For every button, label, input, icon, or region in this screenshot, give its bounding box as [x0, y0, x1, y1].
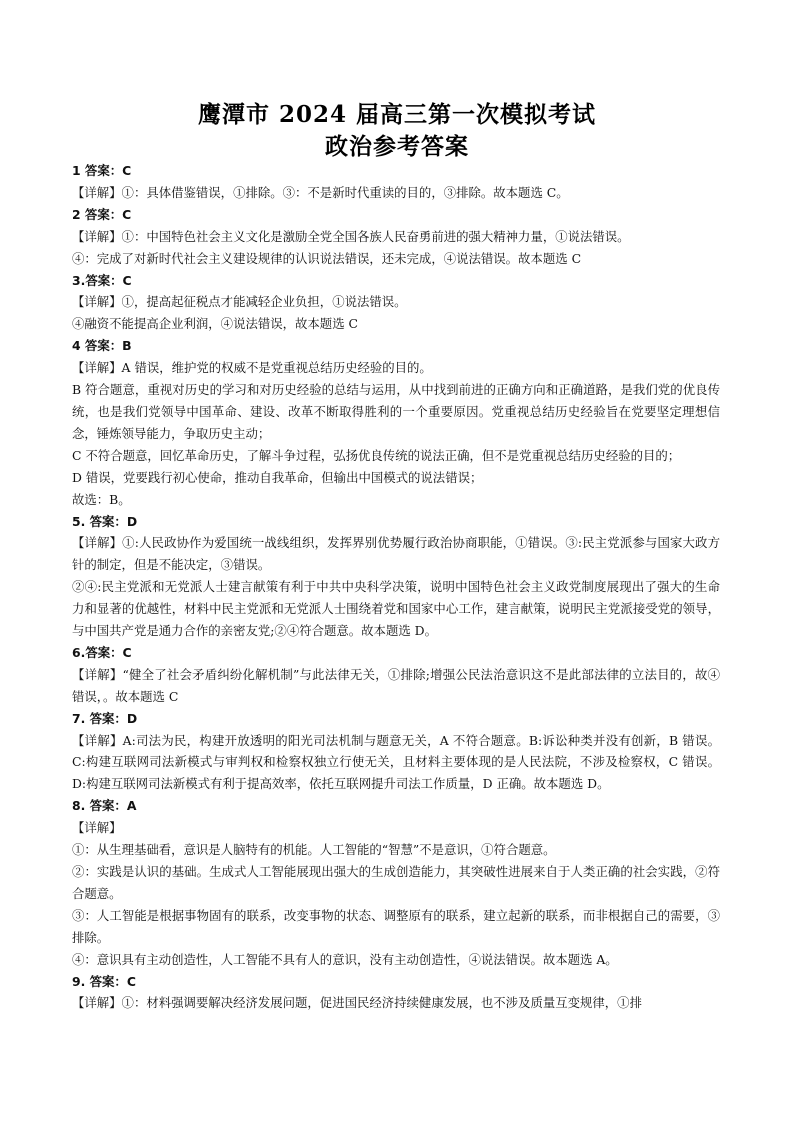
explanation-paragraph: 故选：B。 — [72, 491, 131, 507]
exam-title: 鹰潭市 2024 届高三第一次模拟考试 — [197, 101, 597, 128]
explanation-paragraph: ④：意识具有主动创造性，人工智能不具有人的意识，没有主动创造性，④说法错误。故本题选 A。 — [72, 951, 618, 967]
explanation-paragraph: 【详解】A:司法为民，构建开放透明的阳光司法机制与题意无关，A 不符合题意。B:诉讼种类并没有创新，B 错误。C:构建互联网司法新模式与审判权和检察权独立行使无关，且材料主要体现的是人民法院，不涉及检察权，C 错误。D:构建互联网司法新模式有利于提高效率，依托互联网提升司法工作质量，D 正确。故本题选 D。 — [72, 732, 720, 792]
answer-item-9 — [72, 971, 720, 1015]
answer-content — [72, 160, 720, 1014]
answer-item-6 — [72, 642, 720, 708]
explanation-paragraph: 【详解】①：中国特色社会主义文化是激励全党全国各族人民奋勇前进的强大精神力量，①说法错误。 — [72, 228, 630, 244]
explanation-paragraph: 【详解】①：材料强调要解决经济发展问题，促进国民经济持续健康发展，也不涉及质量互变规律，①排 — [72, 995, 642, 1011]
answer-label: 1 答案：C — [72, 163, 132, 178]
explanation-paragraph: ②④:民主党派和无党派人士建言献策有利于中共中央科学决策，说明中国特色社会主义政党制度展现出了强大的生命力和显著的优越性，材料中民主党派和无党派人士围绕着党和国家中心工作，建言献策，说明民主党派接受党的领导，与中国共产党是通力合作的亲密友党;②④符合题意。故本题选 D。 — [72, 579, 720, 639]
answer-label: 2 答案：C — [72, 206, 132, 222]
answer-label: 7. 答案：D — [72, 710, 138, 726]
answer-item-5 — [72, 511, 720, 642]
explanation-paragraph: D 错误，党要践行初心使命，推动自我革命，但输出中国模式的说法错误； — [72, 469, 483, 485]
explanation-paragraph: C 不符合题意，回忆革命历史，了解斗争过程，弘扬优良传统的说法正确，但不是党重视总结历史经验的目的； — [72, 447, 681, 463]
answer-label: 4 答案：B — [72, 338, 132, 354]
answer-label: 5. 答案：D — [72, 513, 138, 529]
explanation-paragraph: 【详解】“健全了社会矛盾纠纷化解机制”与此法律无关，①排除;增强公民法治意识这不是此部法律的立法目的，故④错误，。故本题选 C — [72, 666, 720, 704]
explanation-paragraph: 【详解】①：具体借鉴错误，①排除。③：不是新时代重读的目的，③排除。故本题选 C。 — [72, 184, 569, 200]
answer-label: 3.答案：C — [72, 272, 132, 288]
explanation-paragraph: ④：完成了对新时代社会主义建设规律的认识说法错误，还未完成，④说法错误。故本题选 C — [72, 250, 582, 266]
answer-label: 6.答案：C — [72, 644, 132, 660]
answer-item-8 — [72, 795, 720, 970]
answer-item-1 — [72, 160, 720, 204]
answer-key-subtitle: 政治参考答案 — [325, 133, 469, 160]
explanation-paragraph: ④融资不能提高企业利润，④说法错误，故本题选 C — [72, 316, 359, 332]
explanation-paragraph: 【详解】①，提高起征税点才能减轻企业负担，①说法错误。 — [72, 294, 407, 310]
explanation-paragraph: 【详解】 — [72, 820, 122, 836]
explanation-paragraph: 【详解】A 错误，维护党的权威不是党重视总结历史经验的目的。 — [72, 360, 432, 376]
answer-item-7 — [72, 708, 720, 796]
explanation-paragraph: ③：人工智能是根据事物固有的联系，改变事物的状态、调整原有的联系，建立起新的联系，而非根据自己的需要，③排除。 — [72, 907, 720, 945]
answer-item-4 — [72, 335, 720, 510]
explanation-paragraph: 【详解】①:人民政协作为爱国统一战线组织，发挥界别优势履行政治协商职能，①错误。③:民主党派参与国家大政方针的制定，但是不能决定，③错误。 — [72, 535, 720, 573]
answer-label: 8. 答案：A — [72, 798, 137, 814]
explanation-paragraph: B 符合题意，重视对历史的学习和对历史经验的总结与运用，从中找到前进的正确方向和正确道路，是我们党的优良传统，也是我们党领导中国革命、建设、改革不断取得胜利的一个重要原因。党重视总结历史经验旨在党要坚定理想信念，锤炼领导能力，争取历史主动； — [72, 382, 720, 441]
answer-item-3 — [72, 270, 720, 336]
explanation-paragraph: ①：从生理基础看，意识是人脑特有的机能。人工智能的“智慧”不是意识，①符合题意。 — [72, 842, 556, 858]
explanation-paragraph: ②：实践是认识的基础。生成式人工智能展现出强大的生成创造能力，其突破性进展来自于人类正确的社会实践，②符合题意。 — [72, 864, 720, 901]
answer-item-2 — [72, 204, 720, 270]
answer-label: 9. 答案：C — [72, 973, 136, 989]
